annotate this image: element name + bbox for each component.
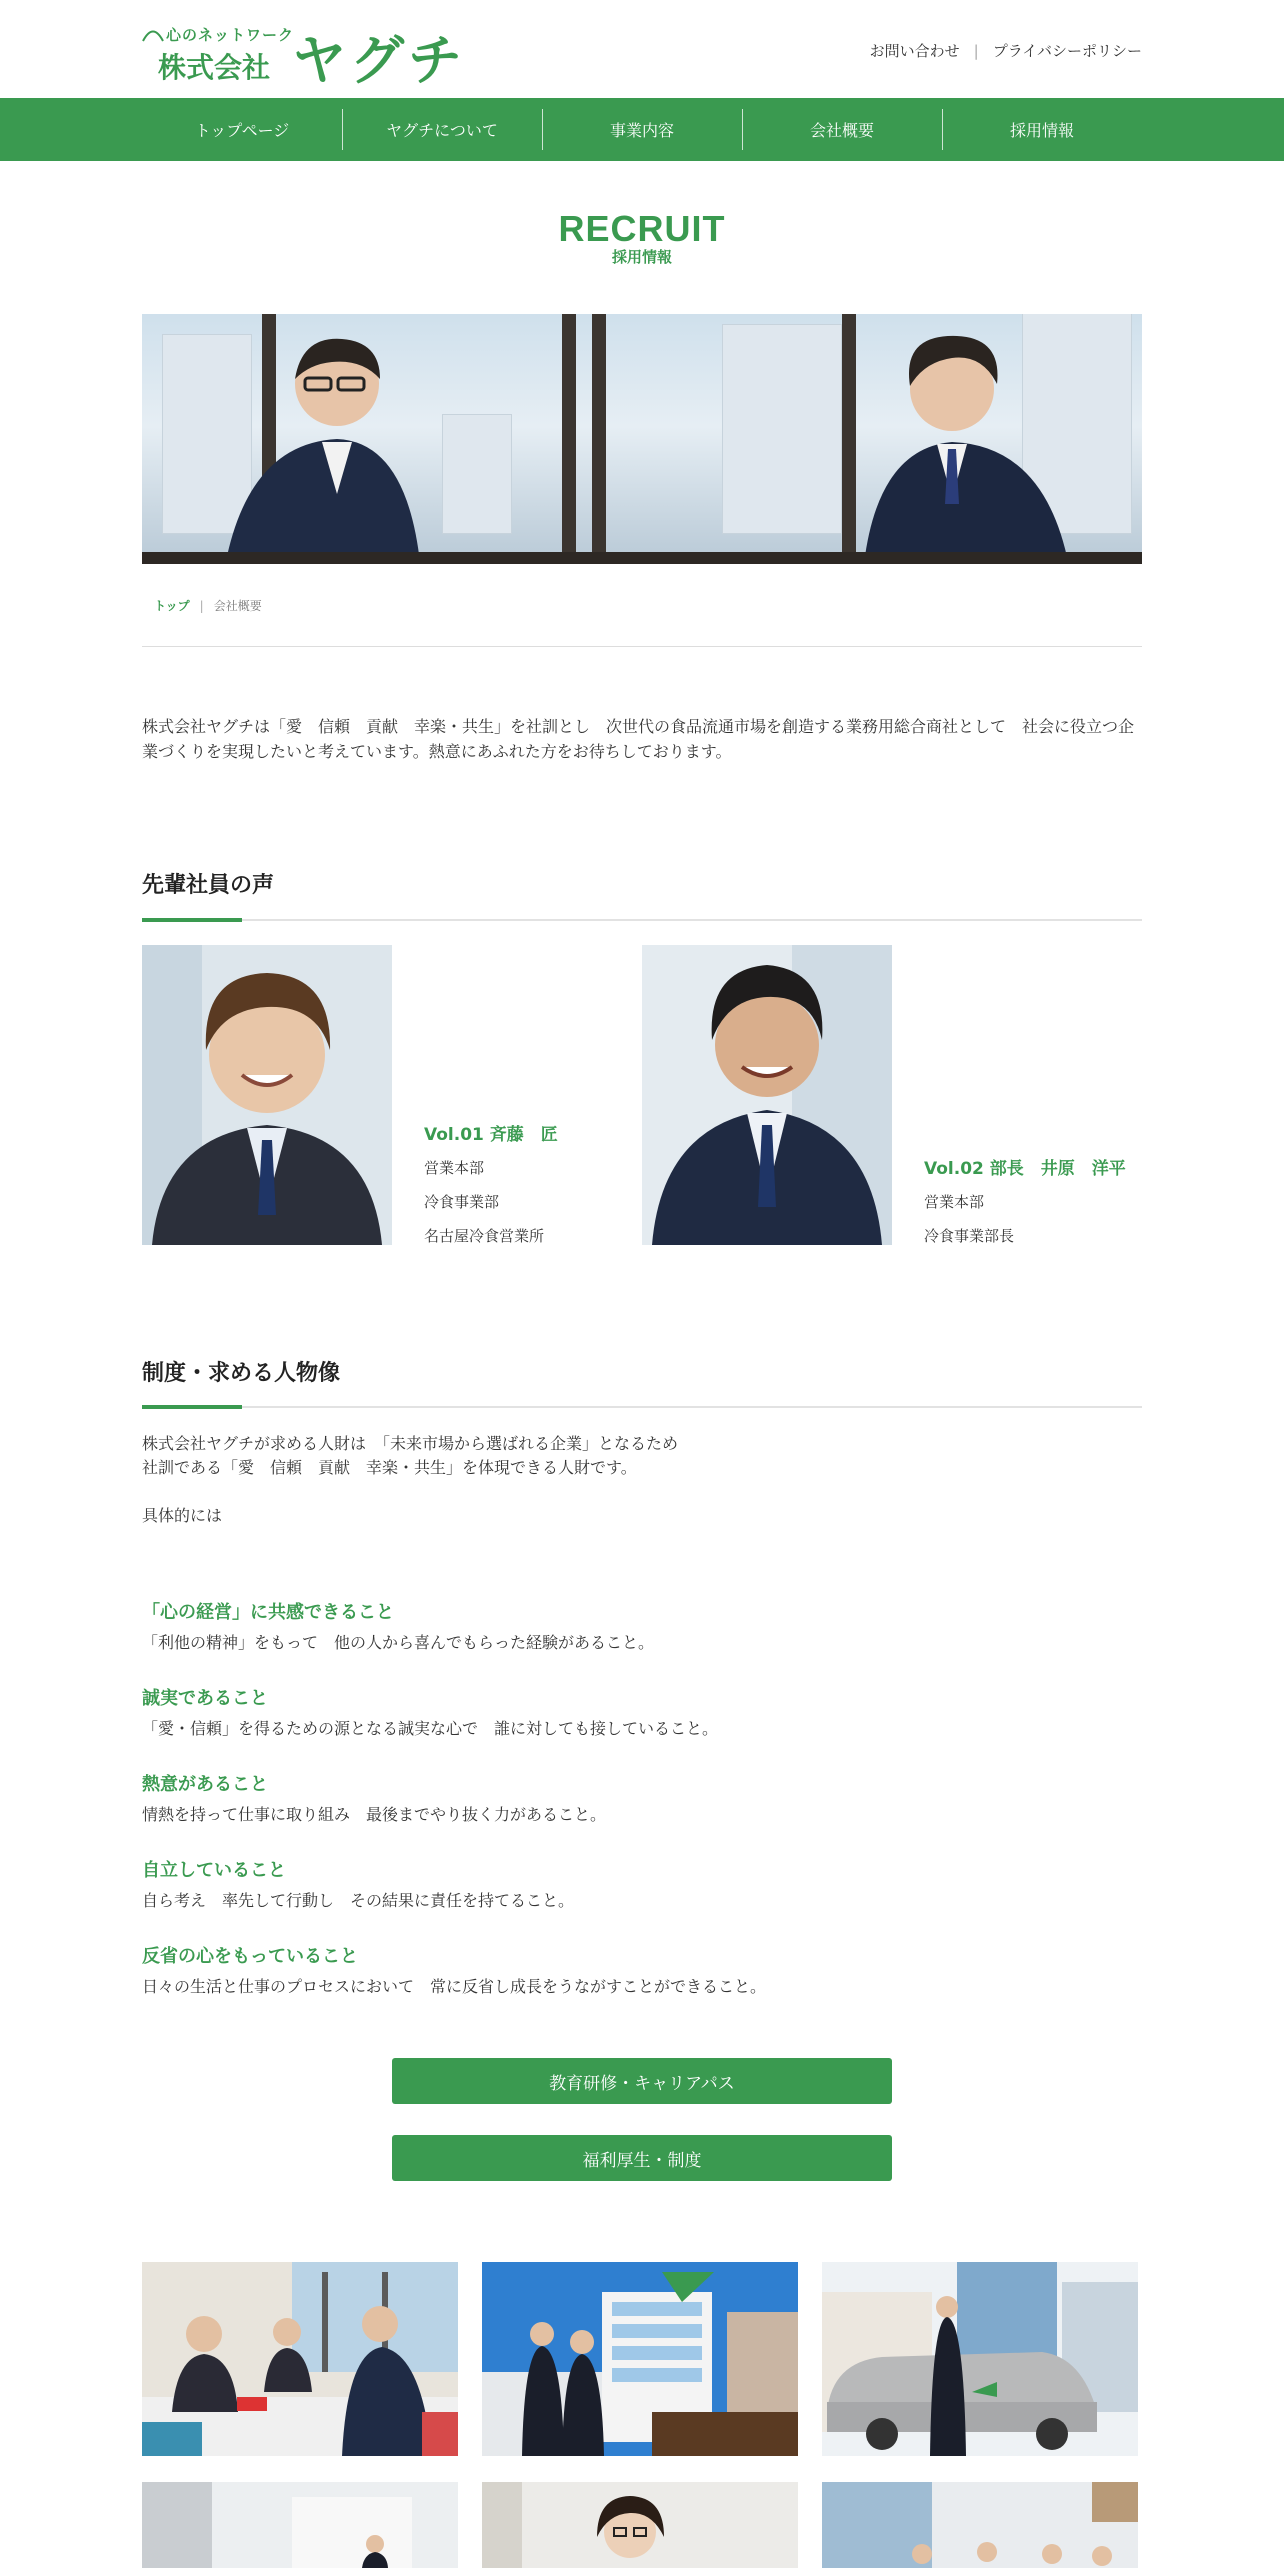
nav-item-company[interactable]: 会社概要 xyxy=(742,98,942,161)
system-section-heading: 制度・求める人物像 xyxy=(142,1361,341,1386)
nav-item-top[interactable]: トップページ xyxy=(194,121,290,140)
gallery-photo-team[interactable] xyxy=(822,2482,1138,2568)
global-nav xyxy=(0,98,1284,161)
staff-name-1[interactable]: Vol.01 斉藤 匠 xyxy=(424,1125,558,1145)
requirement-desc-4: 自ら考え 率先して行動し その結果に責任を持てること。 xyxy=(142,1891,575,1910)
staff-2-dept-2: 冷食事業部長 xyxy=(924,1227,1015,1245)
site-header xyxy=(0,0,1284,98)
staff-name-2[interactable]: Vol.02 部長 井原 洋平 xyxy=(924,1159,1126,1179)
requirement-title-3: 熱意があること xyxy=(142,1774,268,1795)
header-links xyxy=(870,40,1142,61)
staff-2-dept-1: 営業本部 xyxy=(924,1193,985,1211)
staff-photo-ihara[interactable] xyxy=(642,945,892,1245)
breadcrumb-divider-line xyxy=(142,646,1142,647)
requirement-desc-3: 情熱を持って仕事に取り組み 最後までやり抜く力があること。 xyxy=(142,1805,607,1824)
gallery-photo-delivery-car[interactable] xyxy=(822,2262,1138,2456)
gallery-photo-training[interactable] xyxy=(142,2482,458,2568)
page-title: RECRUIT xyxy=(558,208,726,249)
gallery-photo-building[interactable] xyxy=(482,2262,798,2456)
staff-1-dept-1: 営業本部 xyxy=(424,1159,485,1177)
breadcrumb xyxy=(154,597,262,614)
intro-text: 株式会社ヤグチは「愛 信頼 貢献 幸楽・共生」を社訓とし 次世代の食品流通市場を創造する業務用総合商社として 社会に役立つ企業づくりを実現したいと考えています。熱意にあふれた方をお待ちしております。 xyxy=(142,717,1135,761)
requirement-desc-2: 「愛・信頼」を得るための源となる誠実な心で 誰に対しても接していること。 xyxy=(142,1719,719,1738)
breadcrumb-top-link[interactable]: トップ xyxy=(154,599,190,613)
staff-1-dept-3: 名古屋冷食営業所 xyxy=(424,1227,545,1245)
contact-link[interactable]: お問い合わせ xyxy=(869,42,960,60)
system-specifically: 具体的には xyxy=(142,1506,223,1525)
logo-tagline: 心のネットワーク xyxy=(166,26,295,44)
hero-image xyxy=(142,314,1142,564)
training-career-button[interactable]: 教育研修・キャリアパス xyxy=(392,2058,892,2104)
system-lead-line-1: 株式会社ヤグチが求める人財は 「未来市場から選ばれる企業」となるため xyxy=(142,1434,679,1453)
logo-name: ヤグチ xyxy=(292,29,466,92)
requirement-title-1: 「心の経営」に共感できること xyxy=(142,1602,394,1623)
gallery-photo-meeting[interactable] xyxy=(142,2262,458,2456)
requirement-title-5: 反省の心をもっていること xyxy=(142,1946,358,1967)
logo-company: 株式会社 xyxy=(158,51,271,84)
nav-item-about[interactable]: ヤグチについて xyxy=(342,98,542,161)
requirement-desc-1: 「利他の精神」をもって 他の人から喜んでもらった経験があること。 xyxy=(142,1633,655,1652)
gallery-photo-office-staff[interactable] xyxy=(482,2482,798,2568)
link-divider: | xyxy=(973,41,979,60)
nav-item-recruit[interactable]: 採用情報 xyxy=(942,98,1142,161)
breadcrumb-divider: | xyxy=(199,598,204,613)
staff-section-divider xyxy=(142,919,1142,921)
system-section-divider xyxy=(142,1406,1142,1408)
breadcrumb-current: 会社概要 xyxy=(213,599,262,613)
requirement-desc-5: 日々の生活と仕事のプロセスにおいて 常に反省し成長をうながすことができること。 xyxy=(142,1977,767,1996)
heart-arc-icon xyxy=(142,28,164,42)
requirement-title-4: 自立していること xyxy=(142,1860,286,1881)
requirement-title-2: 誠実であること xyxy=(142,1688,268,1709)
system-lead-line-2: 社訓である「愛 信頼 貢献 幸楽・共生」を体現できる人財です。 xyxy=(142,1458,637,1477)
page-subtitle: 採用情報 xyxy=(611,248,672,266)
staff-photo-saito[interactable] xyxy=(142,945,392,1245)
privacy-policy-link[interactable]: プライバシーポリシー xyxy=(992,42,1142,60)
company-logo[interactable] xyxy=(142,24,472,92)
staff-section-heading: 先輩社員の声 xyxy=(142,873,275,898)
staff-1-dept-2: 冷食事業部 xyxy=(424,1193,500,1211)
nav-item-business[interactable]: 事業内容 xyxy=(542,98,742,161)
welfare-system-button[interactable]: 福利厚生・制度 xyxy=(392,2135,892,2181)
